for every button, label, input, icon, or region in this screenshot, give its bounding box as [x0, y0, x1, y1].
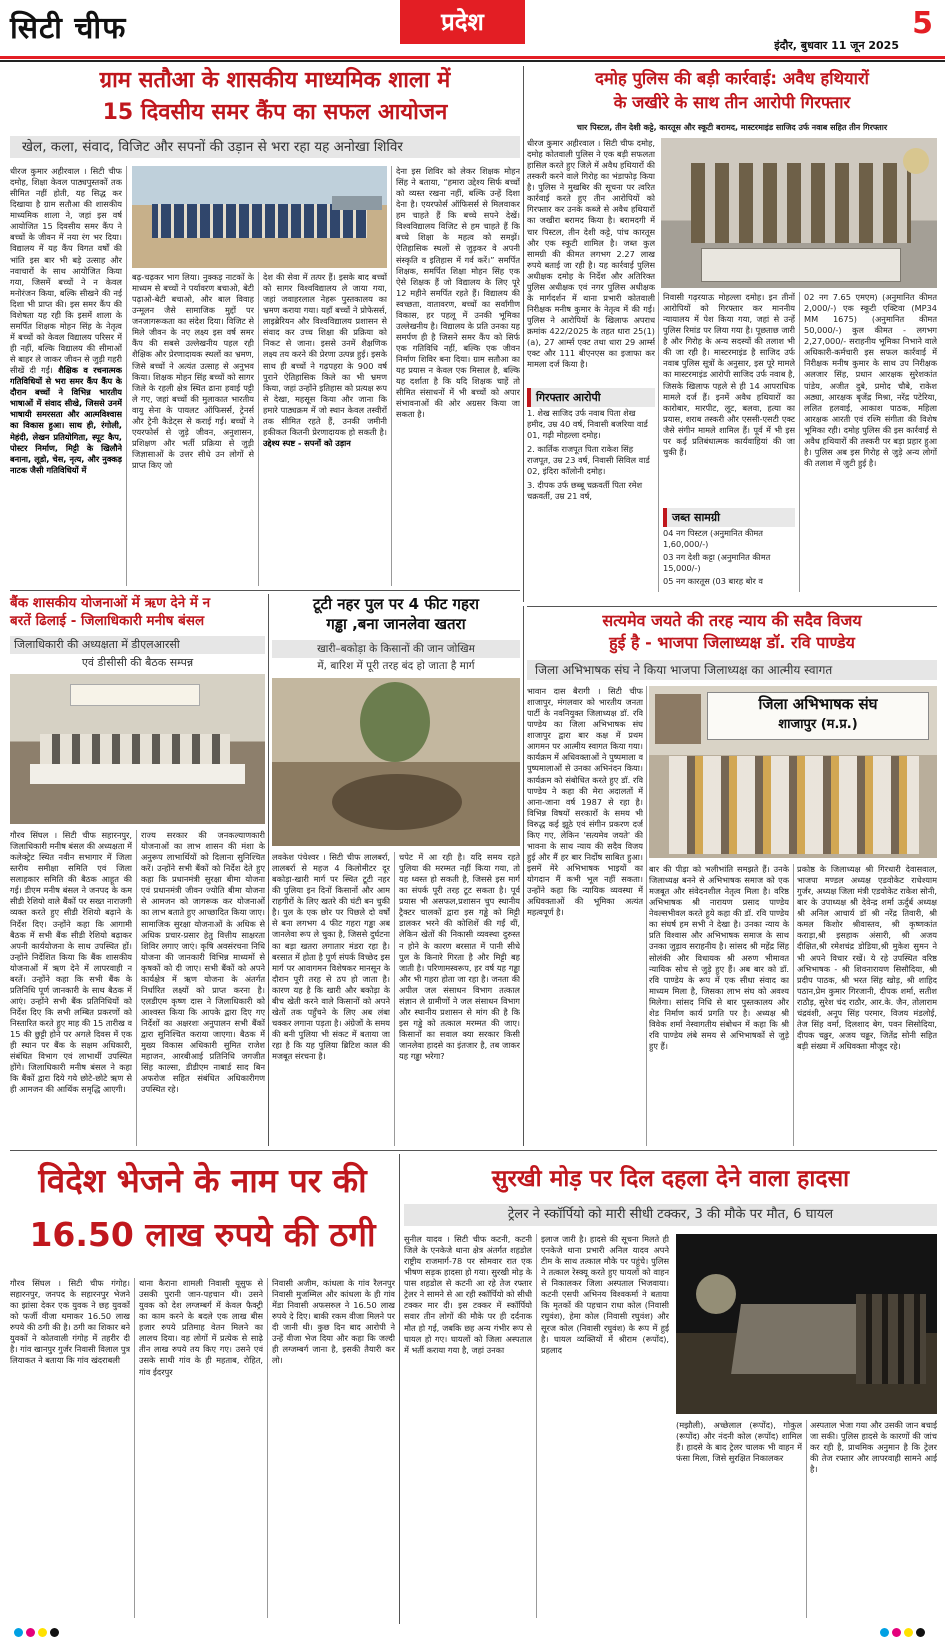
page-divider	[523, 66, 524, 602]
section-divider	[10, 590, 520, 591]
headline-line-1: बैंक शासकीय योजनाओं में ऋण देने में न	[10, 595, 211, 611]
column-divider	[394, 852, 395, 1146]
story-column-2	[132, 272, 254, 586]
accident-night-photo	[676, 1234, 937, 1414]
column-text: (मझौली), अच्छेलाल (रूपोंद), गोकुल (रूपोंद) और नंदनी कोल (रूपोंद) शामिल हैं। हादसे के बाद ट्रेलर चालक भी वाहन में फंसा मिला, जिसे सुरक्षित निकालकर	[676, 1420, 802, 1464]
column-text: धीरज कुमार अहीरवाल । सिटी चीफ दमोह, दमोह कोतवाली पुलिस ने एक बड़ी सफलता हासिल करते हुए जिले में अवैध हथियारों की तस्करी करने वाले गिरोह का भंडाफोड़ किया है। पुलिस ने मुखबिर की सूचना पर त्वरित कार्रवाई करते हुए तीन आरोपियों को गिरफ्तार कर उनके कब्जे से अवैध हथियारों का जखीरा बरामद किया है। बरामदगी में चार पिस्टल, तीन देशी कट्टे, पांच कारतूस और एक स्कूटी शामिल है। जब्त कुल सामग्री की कीमत लगभग 2.27 लाख रुपये बताई जा रही है। यह कार्रवाई पुलिस अधीक्षक दमोह के निर्देश और अतिरिक्त पुलिस अधीक्षक एवं नगर पुलिस अधीक्षक के मार्गदर्शन में थाना प्रभारी कोतवाली निरीक्षक मनीष कुमार के नेतृत्व में की गई। पुलिस ने आरोपियों के खिलाफ अपराध क्रमांक 422/2025 के तहत धारा 25(1)(a), 27 आर्म्स एक्ट तथा धारा 29 आर्म्स एक्ट और 111 बीएनएस का इजाफा कर मामला दर्ज किया है।	[527, 138, 655, 370]
accused-box-head: गिरफ्तार आरोपी	[527, 388, 655, 407]
accused-item: 2. कार्तिक राजपूत पिता राकेश सिंह राजपूत, उम्र 23 वर्ष, निवासी सिविल वार्ड 02, इंदिरा कॉलोनी दमोह।	[527, 444, 650, 477]
column-text: थाना कैराना शामली निवासी यूसुफ से उसकी पुरानी जान-पहचान थी। उसने युवक को देश लग्जम्बर्ग में केवल फैक्ट्री का काम करने के बदले एक लाख बीस हजार रुपये प्रतिमाह वेतन मिलने का लालच दिया। वह लोगों में प्रत्येक से साढ़े तीन लाख रुपये तय किए गए। उसने एवं उसके साथी गांव के ही महताब, रोहित, गांव ईदरपुर	[139, 1278, 263, 1377]
officials-row	[40, 734, 230, 764]
column-text: देना इस शिविर को लेकर शिक्षक मोहन सिंह ने बताया, “हमारा उद्देश्य सिर्फ बच्चों को व्यस्त रखना नहीं, बल्कि उन्हें दिशा देना है। एयरफोर्स ऑफिसर्स से मिलवाकर हम चाहते हैं कि बच्चे सपने देखें। विश्वविद्यालय विजिट से हम चाहते हैं कि बच्चे शिक्षा के महत्व को समझें। ऐतिहासिक स्थलों से जुड़कर वे अपनी संस्कृति व इतिहास में गर्व करें।” समर्पित शिक्षक, समर्पित शिक्षा मोहन सिंह एक ऐसे शिक्षक हैं जो विद्यालय के लिए पूरे 12 महीने समर्पित रहते हैं। विद्यालय की स्वच्छता, वातावरण, बच्चों का सर्वांगीण विकास, हर पहलू में उनकी भूमिका उल्लेखनीय है। विद्यालय के प्रति उनका यह समर्पण ही है जिसने समर कैंप को सिर्फ एक गतिविधि नहीं, बल्कि एक जीवन निर्माण शिविर बना दिया। ग्राम सतौआ का यह प्रयास न केवल एक मिसाल है, बल्कि यह दर्शाता है कि यदि शिक्षक चाहें तो सीमित संसाधनों में भी बच्चों को अपार संभावनाओं की ओर अग्रसर किया जा सकता है।	[396, 166, 520, 420]
police-press-photo	[661, 138, 937, 288]
column-text: धीरज कुमार अहीरवाल । सिटी चीफ दमोह, शिक्षा केवल पाठ्यपुस्तकों तक सीमित नहीं होती, यह सिद्ध कर दिखाया है ग्राम सतौआ की शासकीय माध्यमिक शाला ने, जहां इस वर्ष आयोजित 15 दिवसीय समर कैंप ने बच्चों के जीवन में नया रंग भर दिया। विद्यालय में यह कैंप विगत वर्षों की भांति इस बार भी बड़े उत्साह और नवाचारों के साथ आयोजित किया गया, जिसमें बच्चों ने न केवल मनोरंजन किया, बल्कि सीखने की नई दिशा भी प्राप्त की। इस समर कैंप की विशेषता यह रही कि इसमें शाला के समर्पित शिक्षक मोहन सिंह के नेतृत्व में बच्चों को केवल विद्यालय परिसर में ही नहीं, बल्कि विद्यालय की सीमाओं से बाहर ले जाकर जीवन से जुड़ी गहरी सीखें दी गईं।	[10, 166, 122, 376]
masthead	[0, 0, 945, 62]
story-damoh-police	[527, 66, 937, 606]
story-column-2	[541, 1234, 669, 1618]
headline-line-1: दमोह पुलिस की बड़ी कार्रवाई: अवैध हथियारों	[595, 69, 869, 88]
column-text: गौरव सिंघल । सिटी चीफ गंगोह। सहारनपुर, जनपद के सहारनपुर भेजने का झांसा देकर एक युवक ने छह युवकों को फर्जी वीजा थमाकर 16.50 लाख रुपये की ठगी की है। ठगी का शिकार बने युवकों ने कोतवाली गंगोह में तहरीर दी है। गांव खानपुर गुर्जर निवासी विलाल पुत्र लियाकत ने बताया कि गांव खंदराबली	[10, 1278, 130, 1366]
story-column-2	[649, 864, 789, 1146]
section-divider	[527, 606, 937, 607]
newspaper-brand: सिटी चीफ	[10, 11, 127, 46]
accused-list	[527, 408, 655, 568]
column-divider	[267, 1278, 268, 1618]
story-column-1	[10, 830, 132, 1146]
column-text: सुनील यादव । सिटी चीफ कटनी, कटनी जिले के एनकेजे थाना क्षेत्र अंतर्गत शहडोल राष्ट्रीय राजमार्ग-78 पर सोमवार रात एक भीषण सड़क हादसा हो गया। सुरखी मोड़ के पास शहडोल से कटनी आ रहे तेज रफ्तार ट्रेलर ने सामने से आ रही स्कॉर्पियो को सीधी टक्कर मार दी। इस टक्कर में स्कॉर्पियो सवार तीन लोगों की मौके पर ही दर्दनाक मौत हो गई, जबकि छह अन्य गंभीर रूप से घायल हो गए। घायलों को जिला अस्पताल में भर्ती कराया गया है, जहां उनका	[404, 1234, 532, 1355]
story-visa-fraud	[10, 1154, 395, 1624]
headline-line-1: टूटी नहर पुल पर 4 फीट गहरा	[313, 595, 479, 613]
section-tab: प्रदेश	[400, 0, 525, 44]
students-group-photo	[132, 166, 387, 268]
accused-item: 3. दीपक उर्फ छब्बू चक्रवर्ती पिता रमेश चक्रवर्ती, उम्र 21 वर्ष,	[527, 480, 643, 502]
accused-item: 1. शेख साजिद उर्फ नवाब पिता शेख हमीद, उम्र 40 वर्ष, निवासी बजरिया वार्ड 01, गढ़ी मोहल्ला दमोह।	[527, 408, 648, 441]
column-text: इलाज जारी है। हादसे की सूचना मिलते ही एनकेजे थाना प्रभारी अनिल यादव अपने टीम के साथ तत्काल मौके पर पहुंचे। पुलिस ने तत्काल रेस्क्यू करते हुए घायलों को वाहन से निकालकर जिला अस्पताल भिजवाया। कटनी एसपी अभिनय विश्वकर्मा ने बताया कि मृतकों की पहचान राधा कोल (निवासी रघुवंश), हेमा कोल (निवासी रघुवंश) और सूरज कोल (निवासी रघुवंश) के रूप में हुई है। घायल व्यक्तियों में श्रीराम (रूपोंद), प्रहलाद	[541, 1234, 669, 1355]
seized-item: 03 नग देशी कट्टा (अनुमानित कीमत 15,000/-)	[663, 552, 771, 574]
headline-line-2: 16.50 लाख रुपये की ठगी	[29, 1215, 376, 1254]
police-emblem	[903, 148, 929, 174]
broken-bridge-pit-photo	[272, 678, 520, 846]
pit	[332, 774, 462, 830]
story-column-2	[141, 830, 265, 1146]
story-column-1	[10, 166, 122, 586]
print-registration-marks-left	[14, 1628, 59, 1637]
column-text: अस्पताल भेजा गया और उसकी जान बचाई जा सकी। पुलिस हादसे के कारणों की जांच कर रही है, प्राथमिक अनुमान है कि ट्रेलर की तेज रफ्तार और लापरवाही सामने आई है।	[810, 1420, 937, 1475]
seized-item: 05 नग कारतूस (03 बारह बोर व	[663, 576, 763, 587]
story-column-1	[527, 686, 643, 1146]
page-number: 5	[912, 6, 933, 41]
story-column-2	[663, 292, 795, 504]
print-registration-marks-right	[880, 1628, 925, 1637]
story-column-3	[272, 1278, 395, 1618]
headline-line-1: ग्राम सतौआ के शासकीय माध्यमिक शाला में	[99, 68, 451, 93]
section-divider	[10, 1150, 937, 1151]
page-divider	[523, 606, 524, 1146]
column-divider	[126, 166, 127, 586]
story-road-accident	[404, 1154, 937, 1624]
subheadline: ट्रेलर ने स्कॉर्पियो को मारी सीधी टक्कर, 3 की मौके पर मौत, 6 घायल	[404, 1204, 937, 1226]
column-divider	[646, 686, 647, 1146]
column-text: भावान दास बैरागी । सिटी चीफ शाजापुर, मंगलवार को भारतीय जनता पार्टी के नवनियुक्त जिलाध्यक्ष डॉ. रवि पाण्डेय का जिला अभिभाषक संघ शाजापुर द्वारा बार कक्ष में प्रथम आगमन पर आत्मीय स्वागत किया गया। कार्यक्रम में अधिवक्ताओं ने पुष्पमाला व पुष्पमालाओं से उनका अभिनंदन किया। कार्यक्रम को संबोधित करते हुए डॉ. रवि पाण्डेय ने कहा की मेरा अदालतों में आना-जाना वर्ष 1987 से रहा है। विभिन्न विषयों सरकारों के समय भी विरुद्ध कई झूठे एवं संगीन प्रकरण दर्ज किए गए, लेकिन 'सत्यमेव जयते' की भावना के साथ न्याय की सदैव विजय हुई और मैं हर बार निर्दोष साबित हुआ। इसमें मेरे अभिभाषक भाइयों का योगदान मैं कभी भूल नहीं सकता। उन्होंने कहा कि न्यायिक व्यवस्था में अधिवक्ताओं की भूमिका अत्यंत महत्वपूर्ण है।	[527, 686, 643, 918]
subheadline-line-1: खारी–बकोड़ा के किसानों की जान जोखिम	[272, 640, 520, 658]
column-text: राज्य सरकार की जनकल्याणकारी योजनाओं का लाभ शासन की मंशा के अनुरूप लाभार्थियों को दिलाना सुनिश्चित करें। उन्होंने सभी बैंकों को निर्देश देते हुए कहा कि प्रधानमंत्री सुरक्षा बीमा योजना एवं प्रधानमंत्री जीवन ज्योति बीमा योजना से आमजन को जागरूक कर योजनाओं का लाभ बताते हुए आच्छादित किया जाए। सामाजिक सुरक्षा योजनाओं के अधिक से अधिक प्रचार-प्रसार हेतु वित्तीय साक्षरता शिविर लगाए जाएं। कृषि अवसंरचना निधि योजना की जानकारी विभिन्न माध्यमों से कृषकों को दी जाए। सभी बैंकों को अपने कार्यक्षेत्र में ऋण योजना के अंतर्गत निर्धारित लक्ष्यों को प्राप्त करना है। एलडीएम कृष्ण दास ने जिलाधिकारी को आश्वस्त किया कि आपके द्वारा दिए गए निर्देशों का अक्षरशः अनुपालन सभी बैंकों द्वारा सुनिश्चित कराया जाएगा। बैठक में मुख्य विकास अधिकारी सुमित राजेश महाजन, आरबीआई प्रतिनिधि जगजीत सिंह काल्सा, डीडीएम नाबार्ड साद बिन अफरोज सहित संबंधित अधिकारीगण उपस्थित रहे।	[141, 830, 265, 1095]
column-text-bold: शैक्षिक व रचनात्मक गतिविधियों से भरा समर कैंप कैंप के दौरान बच्चों ने विभिन्न भारतीय भाषाओं में संवाद सीखे, जिससे उनमें भाषायी समरसता और आत्मविश्वास का विकास हुआ। साथ ही, रंगोली, मेहंदी, लेखन प्रतियोगिता, स्पूट कैप, पोस्टर निर्माण, मिट्टी के खिलौने बनाना, लूडो, चेस, नृत्य, और नुक्कड़ नाटक जैसी गतिविधियों में	[10, 365, 122, 475]
story-column-2	[139, 1278, 263, 1618]
story-column-3	[797, 864, 937, 1146]
dateline: इंदौर, बुधवार 11 जून 2025	[774, 39, 899, 52]
subheadline-line-2: में, बारिश में पूरी तरह बंद हो जाता है मार्ग	[317, 660, 475, 672]
story-column-3	[676, 1420, 802, 1618]
story-summer-camp	[10, 66, 520, 586]
page-divider	[399, 1154, 400, 1624]
column-text: प्रकोष्ठ के जिलाध्यक्ष श्री गिरधारी देवासवाल, भाजपा मण्डल अध्यक्ष एडवोकेट राधेश्याम गुर्जर, अध्यक्ष जिला मंत्री एडवोकेट राकेश सोनी, बार के उपाध्यक्ष श्री देवेन्द्र शर्मा ऊर्दुर्ब अध्यक्ष श्री अनिल आचार्य डॉ श्री नरेंद्र तिवारी, श्री कमल किशोर श्रीवास्तव, श्री कृष्णकांत कराड़ा,श्री इसहाक अंसारी, श्री अजय दीक्षित,श्री रमेशचंद्र डोडिया,श्री मुकेश सुमन ने भी अपने विचार रखें। ये रहे उपस्थित वरिष्ठ अभिभाषक - श्री शिवनारायण सिसौदिया, श्री प्रदीप पाठक, श्री भरत सिंह खोड़, श्री शाहिद पठान,प्रेम कुमार गिरजानी, दीपक शर्मा, सतीश राठौड़, सुरेश चंद राठौर, आर.के. जैन, तोलाराम चंद्रवंशी, अनूप सिंह परमार, विजय मंडलोई, तेज सिंह वर्मा, दिलशाद बेग, पवन सिसोदिया, दीपक चढ्ढर, अजय चढ्ढर, जितेंद्र सोनी सहित बड़ी संख्या में अधिवक्ता मौजूद रहे।	[797, 864, 937, 1051]
story-canal-bridge	[272, 594, 520, 1146]
subheadline: जिला अभिभाषक संघ ने किया भाजपा जिलाध्यक्ष का आत्मीय स्वागत	[527, 660, 937, 680]
headline-line-1: सत्यमेव जयते की तरह न्याय की सदैव विजय	[602, 611, 862, 630]
story-bar-association	[527, 610, 937, 1146]
seized-item: 04 नग पिस्टल (अनुमानित कीमत 1,60,000/-)	[663, 528, 763, 550]
seized-box-head: जब्त सामग्री	[663, 508, 795, 527]
column-text: गौरव सिंघल । सिटी चीफ सहारनपुर, जिलाधिकारी मनीष बंसल की अध्यक्षता में कलेक्ट्रेट स्थित नवीन सभागार में जिला स्तरीय समीक्षा समिति एवं जिला सलाहकार समिति की बैठक आहूत की गई। डीएम मनीष बंसल ने जनपद के कम सीडी रेशियो वाले बैंकों पर सख्त नाराजगी व्यक्त करते हुए सीडी रेशियो बढ़ाने के निर्देश दिए। उन्होंने कहा कि आगामी बैठक में सभी बैंक सीडी रेशियो बढ़ाकर अपनी कार्ययोजना के साथ उपस्थित हों। उन्होंने निर्देशित किया कि बैंक शासकीय योजनाओं में ऋण देने में लापरवाही न बरतें। उन्होंने कहा कि सभी बैंक के प्रतिनिधि पूर्ण जानकारी के साथ बैठक में आएं। उन्होंने सभी बैंक प्रतिनिधियों को निर्देश दिए कि सभी लम्बित प्रकरणों को निस्तारित करते हुए माह की 15 तारीख व 15 की छुट्टी होने पर अगले दिवस में एक ही स्थान पर बैंक के सक्षम अधिकारी, संबंधित विभाग एवं लाभार्थी उपस्थित होंगे। जिलाधिकारी मनीष बंसल ने कहा कि बैंकों द्वारा दिये गये छोटे-छोटे ऋण से ही आमजन की आर्थिक समृद्धि आएगी।	[10, 830, 132, 1095]
column-divider	[658, 292, 659, 592]
seized-list	[663, 528, 795, 598]
story-column-4	[396, 166, 520, 586]
headline-line-2: हुई है - भाजपा जिलाध्यक्ष डॉ. रवि पाण्डेय	[609, 633, 855, 652]
column-divider	[806, 1420, 807, 1618]
headline-line-2: गड्ढा ,बना जानलेवा खतरा	[326, 615, 466, 633]
column-text: निवासी गढ़रयाऊ मोहल्ला दमोह। इन तीनों आरोपियों को गिरफ्तार कर माननीय न्यायालय में पेश किया गया, जहां से उन्हें पुलिस रिमांड पर लिया गया है। पूछताछ जारी है और गिरोह के अन्य सदस्यों की तलाश भी की जा रही है। मास्टरमाइंड है साजिद उर्फ नवाब पुलिस सूत्रों के अनुसार, इस पूरे मामले का मास्टरमाइंड आरोपी साजिद उर्फ नवाब है, जिसके खिलाफ पहले से ही 14 आपराधिक मामले दर्ज हैं। इनमें अवैध हथियारों का कारोबार, मारपीट, लूट, बलवा, हत्या का प्रयास, शराब तस्करी और एससी-एसटी एक्ट जैसे संगीन मामले शामिल हैं। पूर्व में भी इस पर कई प्रतिबंधात्मक कार्यवाहियां की जा चुकी हैं।	[663, 292, 795, 457]
column-text: लवकेश पंचेश्वर । सिटी चीफ लालबर्रा, लालबर्रा से महज 4 किलोमीटर दूर बकोड़ा-खारी मार्ग पर स्थित टूटी नहर की पुलिया इन दिनों किसानों और आम राहगीरों के लिए खतरे की घंटी बन चुकी है। पुल के एक छोर पर पिछले दो वर्षों से बना लगभग 4 फीट गहरा गड्ढा अब जानलेवा रूप ले चुका है, जिससे दुर्घटना का बड़ा खतरा लगातार मंडरा रहा है। बरसात में होता है पूर्ण संपर्क विच्छेद इस मार्ग पर आवागमन विशेषकर मानसून के दौरान पूरी तरह से ठप हो जाता है। कारण यह है कि खारी और बकोड़ा के बीच खेती करने वाले किसानों को अपने खेतों तक पहुँचने के लिए अब लंबा चक्कर लगाना पड़ता है। अंग्रेजों के समय की बनी पुलिया भी संकट में बताया जा रहा है कि यह पुलिया ब्रिटिश काल की मजबूत संरचना है।	[272, 852, 390, 1062]
signboard-line-1: जिला अभिभाषक संघ	[758, 695, 878, 713]
banner	[70, 684, 200, 706]
story-column-4	[810, 1420, 937, 1618]
meeting-table	[30, 764, 245, 784]
story-column-3	[804, 292, 937, 592]
story-bank-meeting	[10, 594, 265, 1146]
headlight-glare	[696, 1274, 736, 1314]
felicitation-photo	[649, 686, 937, 858]
onlookers	[856, 1294, 926, 1384]
column-text: देश की सेवा में तत्पर हैं। इसके बाद बच्चों को सागर विश्वविद्यालय ले जाया गया, जहां जवाहरलाल नेहरू पुस्तकालय का भ्रमण कराया गया। यहाँ बच्चों ने प्रोफेसर्स, लाइब्रेरियन और विश्वविद्यालय प्रशासन से संवाद कर उच्च शिक्षा की प्रक्रिया को निकट से जाना। इससे उनमें शैक्षणिक लक्ष्य तय करने की प्रेरणा उत्पन्न हुई। इसके साथ ही बच्चों ने गढ़पहरा के 900 वर्ष पुराने ऐतिहासिक किले का भी भ्रमण किया, जहां उन्होंने इतिहास को प्रत्यक्ष रूप से देखा, महसूस किया और जाना कि हमारे पाठ्यक्रम में जो स्थान केवल तस्वीरों तक सीमित रहते हैं, उनकी जमीनी हकीकत कितनी प्रेरणादायक हो सकती है।	[263, 272, 387, 437]
column-divider	[793, 864, 794, 1146]
story-column-1	[272, 852, 390, 1146]
page-divider	[268, 594, 269, 1146]
column-divider	[536, 1234, 537, 1618]
airstrip-building	[332, 196, 382, 210]
meeting-hall-photo	[10, 674, 265, 824]
headline-line-1: विदेश भेजने के नाम पर की	[38, 1161, 367, 1200]
column-divider	[391, 166, 392, 586]
headline-line-2: 15 दिवसीय समर कैंप का सफल आयोजन	[102, 100, 448, 125]
column-divider	[134, 1278, 135, 1618]
column-divider	[136, 830, 137, 1146]
column-text: बार की पीड़ा को भलीभांति समझते हैं। उनके जिलाध्यक्ष बनने से अभिभाषक समाज को एक मजबूत और संवेदनशील नेतृत्व मिला है। वरिष्ठ अभिभाषक श्री नारायण प्रसाद पाण्डेय नेवल्सभीवल करते हुये कहा की डॉ. रवि पाण्डेय का संघर्ष हम सभी ने देखा है। उनका न्याय के प्रति विश्वास और अभिभाषक समाज के साथ उनका जुड़ाव सराहनीय है। सांसद श्री महेंद्र सिंह सोलंकी और विधायक श्री अरुण भीमावत न्यायिक सोच से जुड़े हुए हैं। अब बार को डॉ. रवि पाण्डेय के रूप में एक सीधा संवाद का माध्यम मिला है, जिसका लाभ संघ को अवश्य मिलेगा। सांसद निधि से बार पुस्तकालय और शेड निर्माण कार्य प्रगति पर है। अध्यक्ष श्री विवेक शर्मा नेस्वागतीय संबोधन में कहा कि श्री रवि पाण्डेय लंबे समय से अभिभाषकों से जुड़े हुए हैं।	[649, 864, 789, 1051]
story-column-1	[10, 1278, 130, 1618]
subheadline-line-2: एवं डीसीसी की बैठक सम्पन्न	[81, 656, 194, 669]
story-column-1	[527, 138, 655, 386]
subheadline: खेल, कला, संवाद, विजिट और सपनों की उड़ान से भरा रहा यह अनोखा शिविर	[10, 136, 520, 158]
story-column-1	[404, 1234, 532, 1618]
column-divider	[799, 292, 800, 592]
story-column-2	[399, 852, 520, 1146]
column-text-bold: उद्देश्य स्पष्ट - सपनों को उड़ान	[263, 437, 351, 448]
subheadline-line-1: जिलाधिकारी की अध्यक्षता में डीएलआरसी	[10, 636, 265, 654]
headline-line-2: बरतें ढिलाई - जिलाधिकारी मनीष बंसल	[10, 613, 205, 629]
people-group	[669, 756, 919, 854]
masthead-rule	[0, 56, 945, 59]
story-column-3	[263, 272, 387, 586]
column-text: चपेट में आ रही है। यदि समय रहते पुलिया की मरम्मत नहीं किया गया, तो यह ध्वस्त हो सकती है, जिससे इस मार्ग का संपर्क पूरी तरह टूट सकता है। पूर्व प्रयास भी असफल,प्रशासन चुप स्थानीय ट्रैक्टर चालकों द्वारा इस गड्ढे को मिट्टी डालकर भरने की कोशिशें की गईं थीं, लेकिन खेतों की निकासी व्यवस्था दुरुस्त न होने के कारण बरसात में पानी सीधे पुल के किनारे गिरता है और मिट्टी बह जाती है। परिणामस्वरूप, हर वर्ष यह गड्ढा और भी गहरा होता जा रहा है। जनता की अपील जल संसाधन विभाग तत्काल संज्ञान ले ग्रामीणों ने जल संसाधन विभाग और स्थानीय प्रशासन से मांग की है कि इस गड्ढे को तत्काल मरम्मत की जाए। किसानों का सवाल क्या सरकार किसी जानलेवा हादसे का इंतजार है, तब जाकर यह गड्ढा भरेगा?	[399, 852, 520, 1062]
portrait-frames	[655, 694, 701, 744]
signboard-line-2: शाजापुर (म.प्र.)	[778, 717, 858, 732]
tree	[360, 682, 430, 762]
police-officers	[691, 163, 911, 243]
column-divider	[258, 272, 259, 586]
column-text: 02 नग 7.65 एमएम) (अनुमानित कीमत 2,000/-) एक स्कूटी एक्टिवा (MP34 MM 1675) (अनुमानित कीमत 50,000/-) कुल कीमत - लगभग 2,27,000/- सराहनीय भूमिका निभाने वाले अधिकारी-कर्मचारी इस सफल कार्रवाई में निरीक्षक मनीष कुमार के साथ उप निरीक्षक अलजार सिंह, प्रधान आरक्षक सुरेशकांत पांडेय, अजीत दुबे, प्रमोद चौबे, राकेश अठ्या, आरक्षक बृजेंद्र मिश्रा, नरेंद्र पटेरिया, ललित हलवाई, आकाश पाठक, महिला आरक्षक आरती एवं रश्मि संगीता की विशेष भूमिका रही। दमोह पुलिस की इस कार्रवाई से अवैध हथियारों की तस्करी पर बड़ा प्रहार हुआ है। पुलिस अब इस गिरोह से जुड़े अन्य लोगों की तलाश में जुटी हुई है।	[804, 292, 937, 468]
headline-line-2: के जखीरे के साथ तीन आरोपी गिरफ्तार	[613, 93, 851, 112]
column-text: बढ़-चढ़कर भाग लिया। नुक्कड़ नाटकों के माध्यम से बच्चों ने पर्यावरण बचाओ, बेटी पढ़ाओ-बेटी बचाओ, और बाल विवाह उन्मूलन जैसे सामाजिक मुद्दों पर जनजागरूकता का संदेश दिया। विजिट से मिले जीवन के नए लक्ष्य इस वर्ष समर कैंप की सबसे उल्लेखनीय पहल रही शैक्षिक और प्रेरणादायक स्थलों का भ्रमण, जिसे बच्चों ने अत्यंत उत्साह से अनुभव किया। शिक्षक मोहन सिंह बच्चों को सागर जिले के रहली क्षेत्र स्थित ढाना हवाई पट्टी ले गए, जहां बच्चों की मुलाकात भारतीय वायु सेना के पायलट ऑफिसर्स, ट्रेनर्स और ट्रेनी कैडेट्स से कराई गई। बच्चों ने एयरफोर्स से जुड़े जीवन, अनुशासन, प्रशिक्षण और भर्ती प्रक्रिया से जुड़ी जिज्ञासाओं के उत्तर सीधे उन लोगों से प्राप्त किए जो	[132, 272, 254, 471]
association-signboard	[707, 692, 929, 740]
column-text: निवासी अजीम, कांधला के गांव रैलनपुर निवासी मुजम्मिल और कांधला के ही गांव मेंडा निवासी अफसरुल ने 16.50 लाख रुपये दे दिए। बाकी रकम वीजा मिलने पर दी जानी थी। कुछ दिन बाद आरोपी ने उन्हें वीजा भेज दिया और कहा कि जल्दी ही लग्जम्बर्ग जाना है, इसकी तैयारी कर लो।	[272, 1278, 395, 1366]
headline: सुरखी मोड़ पर दिल दहला देने वाला हादसा	[491, 1166, 850, 1192]
seized-weapons-table	[701, 248, 901, 282]
subheadline: चार पिस्टल, तीन देशी कट्टे, कारतूस और स्कूटी बरामद, मास्टरमाइंड साजिद उर्फ नवाब सहित तीन गिरफ्तार	[576, 123, 888, 132]
